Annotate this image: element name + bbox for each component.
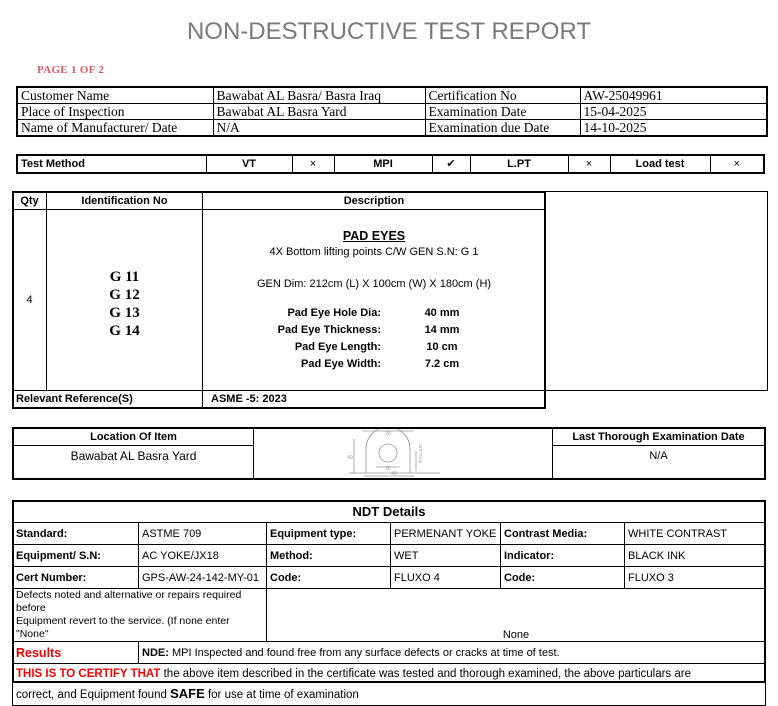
- test-method-label: Test Method: [17, 155, 206, 173]
- spec-value: 40 mm: [424, 306, 460, 319]
- contrast-value: WHITE CONTRAST: [625, 523, 766, 545]
- test-method-table: [16, 154, 765, 174]
- spec-label: Pad Eye Length:: [294, 340, 381, 353]
- certify-text-2b: for use at time of examination: [207, 689, 359, 701]
- description-cell: [203, 210, 546, 391]
- page-label: PAGE 1 OF 2: [37, 64, 105, 76]
- load-test-label: Load test: [610, 155, 710, 173]
- location-header: Location Of Item: [14, 429, 253, 446]
- place-label: Place of Inspection: [17, 104, 213, 120]
- cert-value: GPS-AW-24-142-MY-01: [139, 567, 267, 589]
- code-label-2: Code:: [501, 567, 625, 589]
- last-exam-header: Last Thorough Examination Date: [553, 429, 764, 446]
- standard-value: ASTME 709: [139, 523, 267, 545]
- customer-name-value: Bawabat AL Basra/ Basra Iraq: [213, 87, 425, 104]
- equip-type-label: Equipment type:: [267, 523, 391, 545]
- reference-label: Relevant Reference(S): [13, 391, 203, 408]
- defects-line-2: Equipment revert to the service. (If none enter "None": [16, 615, 230, 640]
- item-table: [12, 191, 546, 408]
- location-col: [14, 429, 254, 478]
- report-title: NON-DESTRUCTIVE TEST REPORT: [186, 18, 592, 45]
- spec-value: 14 mm: [424, 323, 460, 336]
- id-header: Identification No: [47, 192, 203, 210]
- id-item: G 11: [109, 269, 140, 285]
- qty-value: 4: [13, 210, 47, 391]
- mpi-check-icon: ✔: [432, 155, 470, 173]
- spec-table: [248, 304, 500, 372]
- cert-label: Cert Number:: [13, 567, 139, 589]
- certification-value: AW-25049961: [580, 87, 767, 104]
- spec-label: Pad Eye Hole Dia:: [287, 306, 381, 319]
- results-label: Results: [13, 642, 139, 664]
- drawing-dim-top: 28: [385, 431, 391, 437]
- standard-label: Standard:: [13, 523, 139, 545]
- method-value: WET: [391, 545, 501, 567]
- certify-text-2a: correct, and Equipment found: [16, 689, 167, 701]
- drawing-dim-left: 40: [347, 455, 353, 461]
- defects-value: None: [267, 589, 766, 642]
- certify-statement: [13, 664, 766, 706]
- drawing-dim-hole: 20: [385, 466, 391, 472]
- lpt-label: L.PT: [470, 155, 568, 173]
- equip-type-value: PERMENANT YOKE: [391, 523, 501, 545]
- vt-cross-icon: ×: [292, 155, 334, 173]
- location-section: [12, 427, 766, 480]
- drawing-dim-bottom: 40: [391, 471, 397, 477]
- id-list: [47, 210, 203, 391]
- ndt-table: [12, 500, 766, 706]
- ndt-title: NDT Details: [13, 501, 766, 523]
- defects-line-1: Defects noted and alternative or repairs required before: [16, 589, 242, 614]
- last-exam-value: N/A: [649, 450, 668, 462]
- id-item: G 12: [109, 287, 140, 303]
- due-date-label: Examination due Date: [425, 120, 580, 137]
- equip-sn-label: Equipment/ S.N:: [13, 545, 139, 567]
- spec-value: 10 cm: [426, 340, 458, 353]
- certify-safe: SAFE: [170, 686, 205, 701]
- reference-value: ASME -5: 2023: [203, 391, 546, 408]
- certify-text-1: the above item described in the certificate was tested and thorough examined, the above particulars are: [163, 668, 692, 680]
- code-value-1: FLUXO 4: [391, 567, 501, 589]
- drawing-dim-side: ROLLER: [418, 444, 423, 463]
- last-exam-col: [552, 429, 764, 478]
- nde-label: NDE:: [142, 646, 169, 659]
- indicator-label: Indicator:: [501, 545, 625, 567]
- spec-label: Pad Eye Thickness:: [277, 323, 381, 336]
- manufacturer-label: Name of Manufacturer/ Date: [17, 120, 213, 137]
- desc-line2: GEN Dim: 212cm (L) X 100cm (W) X 180cm (H): [256, 278, 492, 290]
- spec-value: 7.2 cm: [424, 357, 460, 370]
- equip-sn-value: AC YOKE/JX18: [139, 545, 267, 567]
- certify-prefix: THIS IS TO CERTIFY THAT: [16, 668, 161, 680]
- contrast-label: Contrast Media:: [501, 523, 625, 545]
- defects-label: [13, 589, 267, 642]
- certification-label: Certification No: [425, 87, 580, 104]
- desc-title: PAD EYES: [342, 229, 406, 243]
- lpt-cross-icon: ×: [568, 155, 610, 173]
- qty-header: Qty: [13, 192, 47, 210]
- place-value: Bawabat AL Basra Yard: [213, 104, 425, 120]
- spec-label: Pad Eye Width:: [301, 357, 381, 370]
- customer-name-label: Customer Name: [17, 87, 213, 104]
- desc-header: Description: [203, 192, 546, 210]
- method-label: Method:: [267, 545, 391, 567]
- location-value: Bawabat AL Basra Yard: [70, 449, 197, 463]
- nde-cell: [139, 642, 766, 664]
- indicator-value: BLACK INK: [625, 545, 766, 567]
- desc-line1: 4X Bottom lifting points C/W GEN S.N: G 1: [269, 246, 479, 258]
- pad-eye-drawing: [254, 429, 552, 478]
- code-label-1: Code:: [267, 567, 391, 589]
- blank-panel: [545, 191, 768, 391]
- load-cross-icon: ×: [710, 155, 764, 173]
- vt-label: VT: [206, 155, 292, 173]
- exam-date-value: 15-04-2025: [580, 104, 767, 120]
- id-item: G 13: [109, 305, 140, 321]
- nde-value: MPI Inspected and found free from any surface defects or cracks at time of test.: [171, 646, 560, 659]
- code-value-2: FLUXO 3: [625, 567, 766, 589]
- customer-table: [16, 86, 768, 137]
- exam-date-label: Examination Date: [425, 104, 580, 120]
- id-item: G 14: [109, 323, 140, 339]
- due-date-value: 14-10-2025: [580, 120, 767, 137]
- manufacturer-value: N/A: [213, 120, 425, 137]
- mpi-label: MPI: [334, 155, 432, 173]
